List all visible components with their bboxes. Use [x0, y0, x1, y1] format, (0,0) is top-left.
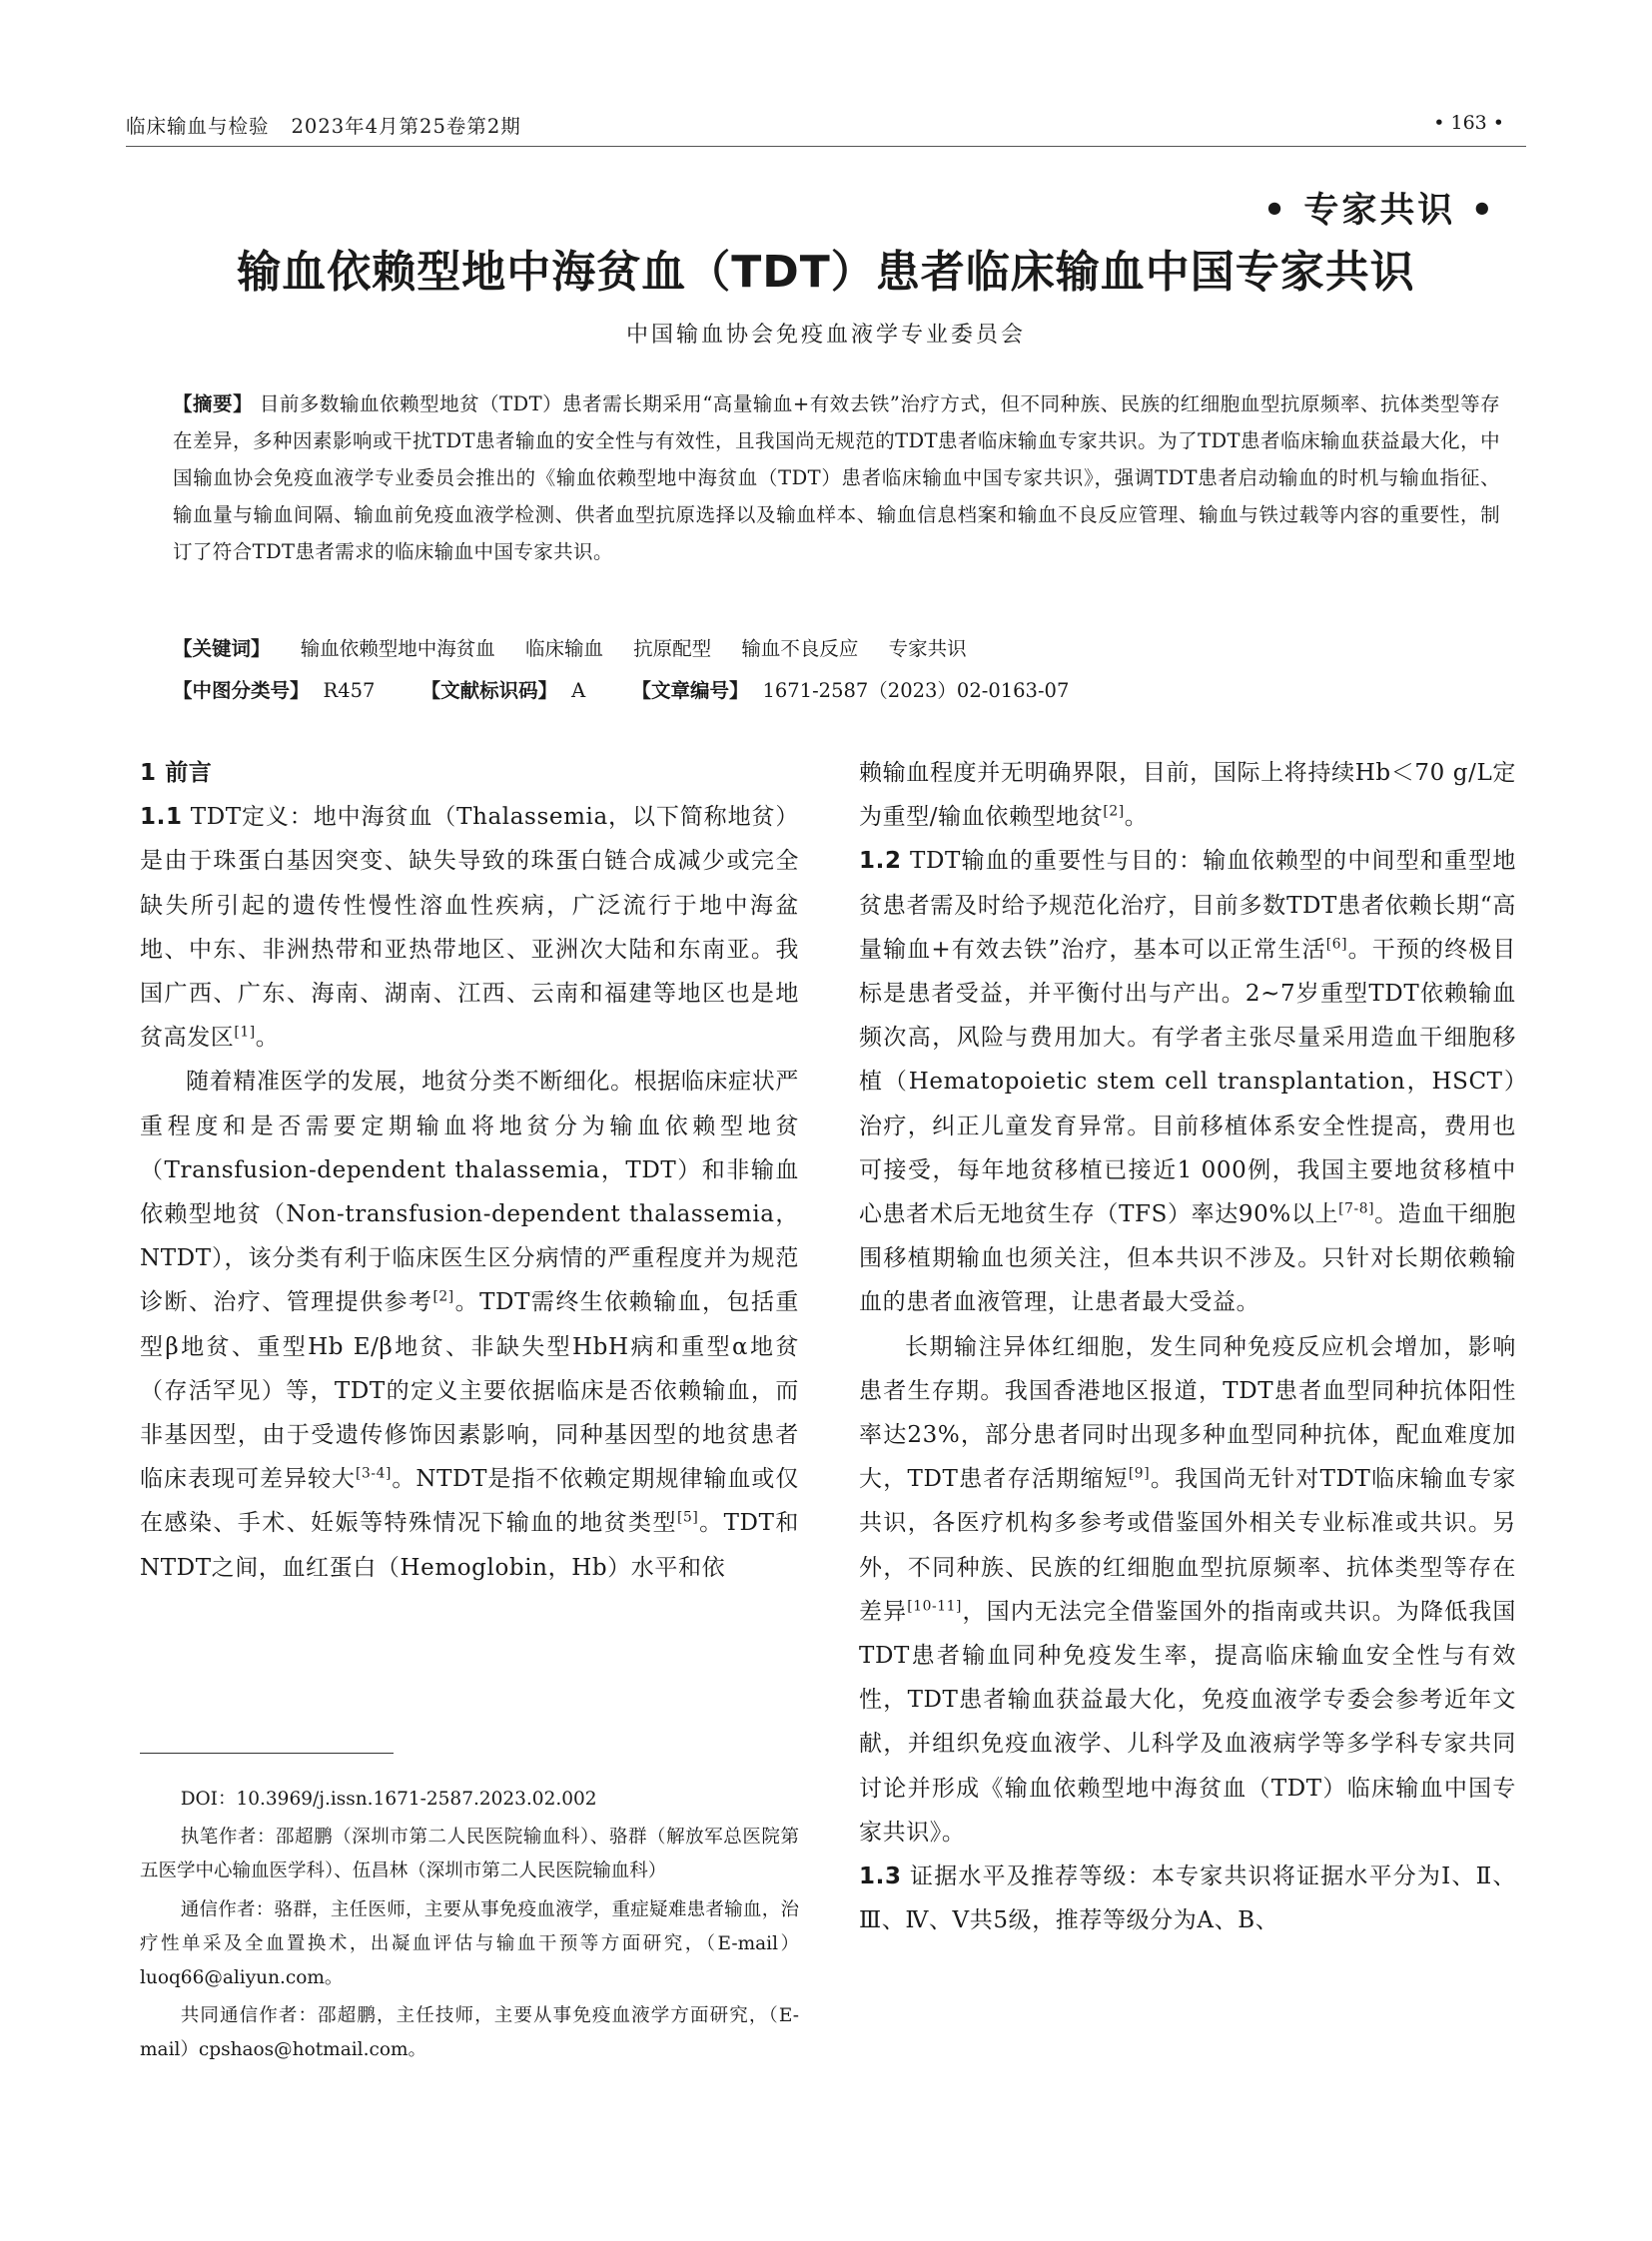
abstract: [173, 385, 1500, 570]
authors-note: 执笔作者：邵超鹏（深圳市第二人民医院输血科）、骆群（解放军总医院第五医学中心输血医学科）、伍昌林（深圳市第二人民医院输血科）: [140, 1827, 799, 1882]
doc-code-value: A: [571, 679, 586, 702]
paragraph: [859, 1325, 1516, 1855]
keyword-item: 专家共识: [888, 637, 967, 660]
keyword-item: 抗原配型: [633, 637, 712, 660]
paragraph-text: 。造血干细胞围移植期输血也须关注，但本共识不涉及。只针对长期依赖输血的患者血液管理，让患者最大受益。: [859, 1201, 1516, 1316]
journal-name: 临床输血与检验: [126, 115, 270, 138]
journal-issue: 2023年4月第25卷第2期: [291, 115, 521, 138]
doc-code-label: 【文献标识码】: [420, 679, 558, 702]
clc-label: 【中图分类号】: [173, 679, 310, 702]
citation: [6]: [1325, 936, 1348, 953]
page-number: • 163 •: [1433, 112, 1504, 134]
citation: [2]: [432, 1288, 454, 1305]
article-title: 输血依赖型地中海贫血（TDT）患者临床输血中国专家共识: [237, 247, 1415, 298]
classification-line: [173, 675, 1500, 703]
paragraph-text: 。: [255, 1025, 280, 1052]
paragraph: [140, 1060, 799, 1589]
subsection-number: 1.3: [859, 1864, 902, 1890]
citation: [5]: [676, 1509, 699, 1526]
paragraph: [859, 839, 1516, 1324]
section-heading: 1 前言: [140, 760, 213, 786]
paragraph-text: 随着精准医学的发展，地贫分类不断细化。根据临床症状严重程度和是否需要定期输血将地贫分为输血依赖型地贫（Transfusion-dependent thalassemia，TDT）和非输血依赖型地贫（Non-transfusion-dependent thalassemia，NTDT），该分类有利于临床医生区分病情的严重程度并为规范诊断、治疗、管理提供参考: [140, 1069, 799, 1316]
keyword-item: 输血依赖型地中海贫血: [300, 637, 495, 660]
keyword-item: 临床输血: [524, 637, 603, 660]
subsection-number: 1.1: [140, 804, 183, 831]
citation: [9]: [1128, 1465, 1151, 1482]
paragraph-text: 。干预的终极目标是患者受益，并平衡付出与产出。2~7岁重型TDT依赖输血频次高，风险与费用加大。有学者主张尽量采用造血干细胞移植（Hematopoietic stem cell transplantation，HSCT）治疗，纠正儿童发育异常。目前移植体系安全性提高，费用也可接受，每年地贫移植已接近1 000例，我国主要地贫移植中心患者术后无地贫生存（TFS）率达90%以上: [859, 936, 1517, 1228]
paragraph-text: ，国内无法完全借鉴国外的指南或共识。为降低我国TDT患者输血同种免疫发生率，提高临床输血安全性与有效性，TDT患者输血获益最大化，免疫血液学专委会参考近年文献，并组织免疫血液学、儿科学及血液病学等多学科专家共同讨论并形成《输血依赖型地中海贫血（TDT）临床输血中国专家共识》。: [859, 1598, 1516, 1846]
abstract-text: 目前多数输血依赖型地贫（TDT）患者需长期采用“高量输血+有效去铁”治疗方式，但不同种族、民族的红细胞血型抗原频率、抗体类型等存在差异，多种因素影响或干扰TDT患者输血的安全性与有效性，且我国尚无规范的TDT患者临床输血专家共识。为了TDT患者临床输血获益最大化，中国输血协会免疫血液学专业委员会推出的《输血依赖型地中海贫血（TDT）患者临床输血中国专家共识》，强调TDT患者启动输血的时机与输血指征、输血量与输血间隔、输血前免疫血液学检测、供者血型抗原选择以及输血样本、输血信息档案和输血不良反应管理、输血与铁过载等内容的重要性，制订了符合TDT患者需求的临床输血中国专家共识。: [173, 392, 1500, 563]
keywords-label: 【关键词】: [173, 637, 271, 660]
paragraph-text: TDT定义：地中海贫血（Thalassemia，以下简称地贫）是由于珠蛋白基因突变、缺失导致的珠蛋白链合成减少或完全缺失所引起的遗传性慢性溶血性疾病，广泛流行于地中海盆地、中东、非洲热带和亚热带地区、亚洲次大陆和东南亚。我国广西、广东、海南、湖南、江西、云南和福建等地区也是地贫高发区: [140, 804, 799, 1052]
article-number-value: 1671-2587（2023）02-0163-07: [762, 679, 1070, 702]
paragraph-text: 。我国尚无针对TDT临床输血专家共识，各医疗机构多参考或借鉴国外相关专业标准或共识。另外，不同种族、民族的红细胞血型抗原频率、抗体类型等存在差异: [859, 1466, 1516, 1625]
running-header-journal: [126, 111, 521, 139]
citation: [3-4]: [356, 1465, 392, 1482]
keyword-item: 输血不良反应: [741, 637, 859, 660]
corresponding-author-note: 通信作者：骆群，主任医师，主要从事免疫血液学，重症疑难患者输血，治疗性单采及全血置换术，出凝血评估与输血干预等方面研究，（E-mail）luoq66@aliyun.com。: [140, 1898, 799, 1989]
paragraph-text: 。TDT需终生依赖输血，包括重型β地贫、重型Hb E/β地贫、非缺失型HbH病和重型α地贫（存活罕见）等，TDT的定义主要依据临床是否依赖输血，而非基因型，由于受遗传修饰因素影响，同种基因型的地贫患者临床表现可差异较大: [140, 1289, 799, 1493]
paragraph-text: TDT输血的重要性与目的：输血依赖型的中间型和重型地贫患者需及时给予规范化治疗，目前多数TDT患者依赖长期“高量输血+有效去铁”治疗，基本可以正常生活: [859, 848, 1516, 963]
paragraph-text: 。NTDT是指不依赖定期规律输血或仅在感染、手术、妊娠等特殊情况下输血的地贫类型: [140, 1466, 800, 1537]
abstract-label: 【摘要】: [173, 392, 254, 415]
section-tag: • 专家共识 •: [1262, 191, 1496, 231]
body-column-right: [859, 751, 1516, 1942]
paragraph-text: 长期输注异体红细胞，发生同种免疫反应机会增加，影响患者生存期。我国香港地区报道，TDT患者血型同种抗体阳性率达23%，部分患者同时出现多种血型同种抗体，配血难度加大，TDT患者存活期缩短: [859, 1333, 1516, 1493]
clc-value: R457: [323, 679, 376, 702]
keywords: [173, 633, 1500, 661]
footnotes: [140, 1783, 799, 2072]
body-column-left: [140, 751, 799, 1590]
footnote-rule: [140, 1753, 394, 1754]
article-number-label: 【文章编号】: [631, 679, 749, 702]
co-corresponding-author-note: 共同通信作者：邵超鹏，主任技师，主要从事免疫血液学方面研究，（E-mail）cpshaos@hotmail.com。: [140, 2005, 799, 2061]
paragraph: [140, 795, 799, 1060]
citation: [2]: [1103, 803, 1125, 820]
paragraph-text: 。TDT和NTDT之间，血红蛋白（Hemoglobin，Hb）水平和依: [140, 1510, 799, 1581]
paragraph-text: 赖输血程度并无明确界限，目前，国际上将持续Hb＜70 g/L定为重型/输血依赖型地贫: [859, 760, 1516, 831]
subsection-number: 1.2: [859, 848, 902, 875]
paragraph-text: 。: [1124, 804, 1149, 831]
citation: [10-11]: [907, 1598, 963, 1615]
header-rule: [126, 146, 1526, 147]
paragraph: [859, 1855, 1516, 1942]
citation: [7-8]: [1338, 1200, 1375, 1217]
doi-note: DOI：10.3969/j.issn.1671-2587.2023.02.002: [180, 1789, 597, 1810]
author-organization: 中国输血协会免疫血液学专业委员会: [625, 323, 1026, 348]
citation: [1]: [234, 1024, 256, 1041]
paragraph: [859, 751, 1516, 839]
paragraph-text: 证据水平及推荐等级：本专家共识将证据水平分为Ⅰ、Ⅱ、Ⅲ、Ⅳ、Ⅴ共5级，推荐等级分为A、B、: [859, 1864, 1516, 1934]
